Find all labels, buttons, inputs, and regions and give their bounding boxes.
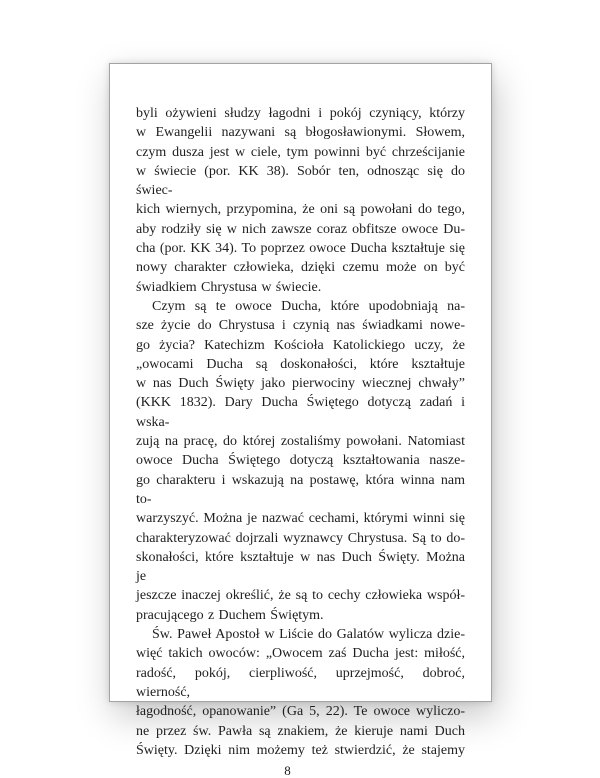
text-line: zują na pracę, do której zostaliśmy powołani. Natomiast xyxy=(136,434,465,450)
page-text-block xyxy=(136,104,465,760)
text-line: świadkiem Chrystusa w świecie. xyxy=(136,279,322,295)
page-number: 8 xyxy=(284,763,291,778)
text-line: Święty. Dzięki nim możemy też stwierdzić, że stajemy xyxy=(136,742,465,758)
text-line: czym dusza jest w ciele, tym powinni być chrześcijanie xyxy=(136,144,465,160)
text-line: (KKK 1832). Dary Ducha Świętego dotyczą zadań i wska- xyxy=(136,395,465,430)
text-line: „owocami Ducha są doskonałości, które kształtuje xyxy=(136,356,465,372)
text-line: w nas Duch Święty jako pierwociny wiecznej chwały” xyxy=(136,376,465,392)
text-line: jeszcze inaczej określić, że są to cechy człowieka współ- xyxy=(136,588,465,604)
text-line: go życia? Katechizm Kościoła Katolickiego uczy, że xyxy=(136,337,465,353)
paragraph xyxy=(136,625,465,760)
text-line: byli ożywieni słudzy łagodni i pokój czyniący, którzy xyxy=(136,106,465,121)
text-line: charakteryzować dojrzali wyznawcy Chrystusa. Są to do- xyxy=(136,530,465,546)
paragraph xyxy=(136,104,465,297)
text-line: Czym są te owoce Ducha, które upodobniają na- xyxy=(152,298,465,314)
text-line: radość, pokój, cierpliwość, uprzejmość, dobroć, wierność, xyxy=(136,665,465,700)
text-line: w Ewangelii nazywani są błogosławionymi. Słowem, xyxy=(136,125,465,141)
text-line: cha (por. KK 34). To poprzez owoce Ducha kształtuje się xyxy=(136,241,465,257)
text-line: nowy charakter człowieka, dzięki czemu może on być xyxy=(136,260,465,276)
text-line: owoce Ducha Świętego dotyczą kształtowania nasze- xyxy=(136,453,465,469)
text-line: kich wiernych, przypomina, że oni są powołani do tego, xyxy=(136,202,465,218)
book-page xyxy=(109,63,492,778)
text-line: łagodność, opanowanie” (Ga 5, 22). Te owoce wyliczo- xyxy=(136,704,465,720)
paragraph xyxy=(136,297,465,625)
text-line: w świecie (por. KK 38). Sobór ten, odnosząc się do świec- xyxy=(136,163,465,199)
text-line: ne przez św. Pawła są znakiem, że kieruje nami Duch xyxy=(136,723,465,739)
text-line: sze życie do Chrystusa i czynią nas świadkami nowe- xyxy=(136,318,465,334)
text-line: go charakteru i wskazują na postawę, która winna nam to- xyxy=(136,472,465,507)
text-line: skonałości, które kształtuje w nas Duch Święty. Można je xyxy=(136,549,465,585)
text-line: pracującego z Duchem Świętym. xyxy=(136,607,324,623)
text-line: aby rodziły się w nich zawsze coraz obfitsze owoce Du- xyxy=(136,221,465,237)
text-line: warzyszyć. Można je nazwać cechami, którymi winni się xyxy=(136,511,465,527)
text-line: Św. Paweł Apostoł w Liście do Galatów wylicza dzie- xyxy=(152,627,465,643)
text-line: więć takich owoców: „Owocem zaś Ducha jest: miłość, xyxy=(136,646,465,662)
